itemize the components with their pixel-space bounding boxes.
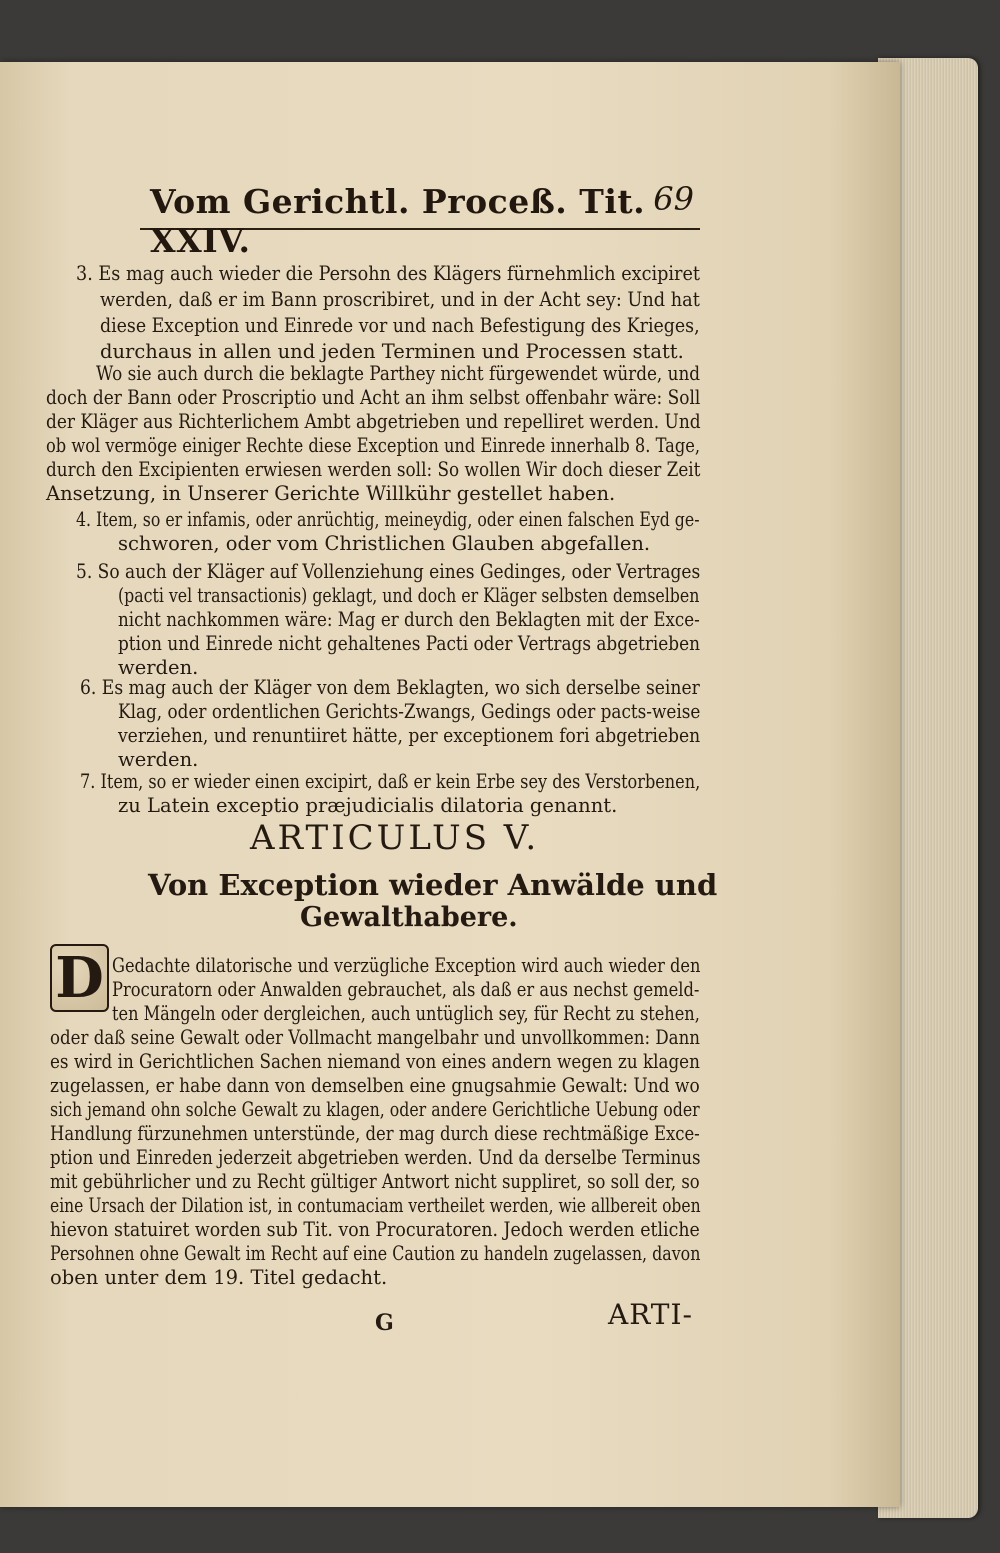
running-title: Vom Gerichtl. Proceß. Tit. XXIV. (150, 182, 646, 260)
text-line: werden. (118, 656, 199, 679)
text-line: zugelassen, er habe dann von demselben eine gnugsahmie Gewalt: Und wo (50, 1074, 700, 1097)
text-line: eine Ursach der Dilation ist, in contumaciam vertheilet werden, wie allbereit oben (50, 1194, 701, 1217)
text-line: (pacti vel transactionis) geklagt, und doch er Kläger selbsten demselben (118, 584, 700, 607)
text-line: Persohnen ohne Gewalt im Recht auf eine Caution zu handeln zugelassen, davon (50, 1242, 701, 1265)
text-line: hievon statuiret worden sub Tit. von Procuratoren. Jedoch werden etliche (50, 1218, 700, 1241)
text-line: 5. So auch der Kläger auf Vollenziehung eines Gedinges, oder Vertrages (76, 560, 701, 583)
text-line: Gedachte dilatorische und verzügliche Exception wird auch wieder den (112, 954, 701, 977)
text-line: werden. (118, 748, 199, 771)
text-line: ten Mängeln oder dergleichen, auch untüglich sey, für Recht zu stehen, (112, 1002, 700, 1025)
text-line: Klag, oder ordentlichen Gerichts-Zwangs, Gedings oder pacts-weise (118, 700, 701, 723)
text-line: der Kläger aus Richterlichem Ambt abgetrieben und repelliret werden. Und (46, 410, 701, 433)
text-line: Wo sie auch durch die beklagte Parthey nicht fürgewendet würde, und (96, 362, 701, 385)
text-line: 6. Es mag auch der Kläger von dem Beklagten, wo sich derselbe seiner (80, 676, 700, 699)
page-header (140, 178, 700, 260)
decorated-initial: D (50, 944, 109, 1012)
text-line: diese Exception und Einrede vor und nach Befestigung des Krieges, (100, 314, 700, 337)
text-line: ption und Einrede nicht gehaltenes Pacti oder Vertrags abgetrieben (118, 632, 700, 655)
text-line: ob wol vermöge einiger Rechte diese Exception und Einrede innerhalb 8. Tage, (46, 434, 701, 457)
article-title: ARTICULUS V. (250, 818, 540, 858)
text-line: werden, daß er im Bann proscribiret, und in der Acht sey: Und hat (100, 288, 700, 311)
text-line: verziehen, und renuntiiret hätte, per exceptionem fori abgetrieben (118, 724, 701, 747)
text-line: schworen, oder vom Christlichen Glauben abgefallen. (118, 532, 651, 555)
text-line: 4. Item, so er infamis, oder anrüchtig, meineydig, oder einen falschen Eyd ge- (76, 508, 700, 531)
text-line: durchaus in allen und jeden Terminen und Processen statt. (100, 340, 684, 363)
text-line: oben unter dem 19. Titel gedacht. (50, 1266, 388, 1289)
text-line: Procuratorn oder Anwalden gebrauchet, als daß er aus nechst gemeld- (112, 978, 700, 1001)
text-line: durch den Excipienten erwiesen werden soll: So wollen Wir doch dieser Zeit (46, 458, 701, 481)
signature-mark: G (375, 1310, 394, 1336)
text-line: sich jemand ohn solche Gewalt zu klagen, oder andere Gerichtliche Uebung oder (50, 1098, 700, 1121)
text-line: 7. Item, so er wieder einen excipirt, daß er kein Erbe sey des Verstorbenen, (80, 770, 701, 793)
text-line: Handlung fürzunehmen unterstünde, der mag durch diese rechtmäßige Exce- (50, 1122, 700, 1145)
text-line: oder daß seine Gewalt oder Vollmacht mangelbahr und unvollkommen: Dann (50, 1026, 700, 1049)
text-line: es wird in Gerichtlichen Sachen niemand von eines andern wegen zu klagen (50, 1050, 700, 1073)
text-line: mit gebührlicher und zu Recht gültiger Antwort nicht suppliret, so soll der, so (50, 1170, 700, 1193)
page-number: 69 (653, 180, 694, 218)
text-line: ption und Einreden jederzeit abgetrieben werden. Und da derselbe Terminus (50, 1146, 701, 1169)
text-line: zu Latein exceptio præjudicialis dilatoria genannt. (118, 794, 618, 817)
catchword: ARTI- (608, 1298, 694, 1331)
text-line: 3. Es mag auch wieder die Persohn des Klägers fürnehmlich excipiret (76, 262, 701, 285)
article-subtitle-continued: Gewalthabere. (300, 902, 518, 933)
article-subtitle: Von Exception wieder Anwälde und (148, 868, 718, 902)
text-line: doch der Bann oder Proscriptio und Acht an ihm selbst offenbahr wäre: Soll (46, 386, 701, 409)
text-line: nicht nachkommen wäre: Mag er durch den Beklagten mit der Exce- (118, 608, 700, 631)
text-line: Ansetzung, in Unserer Gerichte Willkühr gestellet haben. (46, 482, 616, 505)
